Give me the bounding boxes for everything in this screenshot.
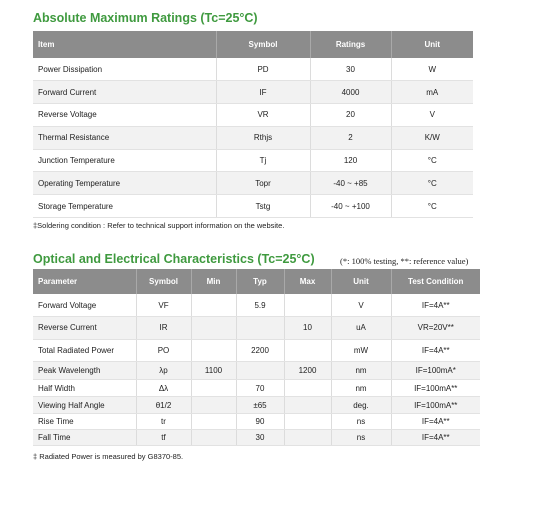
row-parameter: Rise Time <box>33 414 136 430</box>
row-max <box>284 380 331 397</box>
row-symbol: Rthjs <box>216 126 310 149</box>
row-item: Power Dissipation <box>33 58 216 81</box>
row-typ: ±65 <box>236 397 284 414</box>
table-row <box>33 294 480 317</box>
row-item: Junction Temperature <box>33 149 216 172</box>
row-unit: K/W <box>391 126 473 149</box>
row-symbol: PO <box>136 339 191 362</box>
column-header-unit: Unit <box>391 31 473 58</box>
row-min <box>191 414 236 430</box>
row-typ: 5.9 <box>236 294 284 317</box>
row-unit: nm <box>331 380 391 397</box>
row-parameter: Reverse Current <box>33 317 136 340</box>
row-ratings: 30 <box>310 58 391 81</box>
row-parameter: Fall Time <box>33 430 136 446</box>
row-item: Operating Temperature <box>33 172 216 195</box>
row-parameter: Half Width <box>33 380 136 397</box>
row-unit: ns <box>331 430 391 446</box>
column-header-unit: Unit <box>331 269 391 294</box>
row-symbol: VR <box>216 104 310 127</box>
row-symbol: Δλ <box>136 380 191 397</box>
table-row <box>33 149 473 172</box>
row-max <box>284 430 331 446</box>
row-unit: °C <box>391 195 473 218</box>
row-ratings: -40 ~ +85 <box>310 172 391 195</box>
row-test-condition: IF=4A** <box>391 294 480 317</box>
row-typ: 30 <box>236 430 284 446</box>
table-header-row <box>33 31 473 58</box>
column-header-ratings: Ratings <box>310 31 391 58</box>
row-min <box>191 317 236 340</box>
row-unit: nm <box>331 362 391 380</box>
row-symbol: PD <box>216 58 310 81</box>
table-row <box>33 414 480 430</box>
row-max <box>284 397 331 414</box>
row-item: Thermal Resistance <box>33 126 216 149</box>
row-unit: °C <box>391 149 473 172</box>
row-symbol: VF <box>136 294 191 317</box>
column-header-min: Min <box>191 269 236 294</box>
row-parameter: Total Radiated Power <box>33 339 136 362</box>
row-typ: 2200 <box>236 339 284 362</box>
row-min: 1100 <box>191 362 236 380</box>
row-symbol: tr <box>136 414 191 430</box>
row-symbol: Topr <box>216 172 310 195</box>
row-ratings: -40 ~ +100 <box>310 195 391 218</box>
absolute-ratings-table <box>33 31 473 218</box>
row-item: Storage Temperature <box>33 195 216 218</box>
table-row <box>33 317 480 340</box>
row-unit: W <box>391 58 473 81</box>
row-symbol: IF <box>216 81 310 104</box>
table-row <box>33 430 480 446</box>
row-typ: 90 <box>236 414 284 430</box>
row-min <box>191 397 236 414</box>
row-test-condition: VR=20V** <box>391 317 480 340</box>
row-unit: deg. <box>331 397 391 414</box>
row-unit: mW <box>331 339 391 362</box>
table-row <box>33 362 480 380</box>
row-test-condition: IF=100mA** <box>391 380 480 397</box>
row-ratings: 2 <box>310 126 391 149</box>
row-unit: ns <box>331 414 391 430</box>
row-unit: mA <box>391 81 473 104</box>
table-row <box>33 58 473 81</box>
row-test-condition: IF=100mA** <box>391 397 480 414</box>
row-unit: V <box>331 294 391 317</box>
table-row <box>33 339 480 362</box>
row-item: Forward Current <box>33 81 216 104</box>
soldering-footnote: ‡Soldering condition : Refer to technical support information on the website. <box>33 221 285 230</box>
row-min <box>191 380 236 397</box>
row-symbol: λp <box>136 362 191 380</box>
row-item: Reverse Voltage <box>33 104 216 127</box>
row-parameter: Viewing Half Angle <box>33 397 136 414</box>
row-max: 10 <box>284 317 331 340</box>
row-symbol: Tstg <box>216 195 310 218</box>
column-header-typ: Typ <box>236 269 284 294</box>
row-test-condition: IF=100mA* <box>391 362 480 380</box>
row-typ <box>236 362 284 380</box>
table-row <box>33 172 473 195</box>
row-max: 1200 <box>284 362 331 380</box>
column-header-parameter: Parameter <box>33 269 136 294</box>
row-parameter: Forward Voltage <box>33 294 136 317</box>
radiated-power-footnote: ‡ Radiated Power is measured by G8370-85. <box>33 452 184 461</box>
table-row <box>33 380 480 397</box>
row-test-condition: IF=4A** <box>391 430 480 446</box>
row-min <box>191 294 236 317</box>
testing-legend-note: (*: 100% testing, **: reference value) <box>340 256 469 266</box>
table-row <box>33 397 480 414</box>
row-test-condition: IF=4A** <box>391 414 480 430</box>
row-ratings: 4000 <box>310 81 391 104</box>
absolute-ratings-title: Absolute Maximum Ratings (Tc=25°C) <box>33 11 258 25</box>
row-symbol: tf <box>136 430 191 446</box>
row-typ <box>236 317 284 340</box>
column-header-symbol: Symbol <box>216 31 310 58</box>
column-header-symbol: Symbol <box>136 269 191 294</box>
table-row <box>33 126 473 149</box>
row-max <box>284 414 331 430</box>
row-max <box>284 294 331 317</box>
column-header-max: Max <box>284 269 331 294</box>
table-header-row <box>33 269 480 294</box>
row-symbol: θ1/2 <box>136 397 191 414</box>
row-typ: 70 <box>236 380 284 397</box>
row-symbol: Tj <box>216 149 310 172</box>
row-unit: °C <box>391 172 473 195</box>
row-min <box>191 339 236 362</box>
row-test-condition: IF=4A** <box>391 339 480 362</box>
optical-characteristics-title: Optical and Electrical Characteristics (Tc=25°C) <box>33 252 315 266</box>
row-symbol: IR <box>136 317 191 340</box>
row-unit: uA <box>331 317 391 340</box>
row-unit: V <box>391 104 473 127</box>
row-min <box>191 430 236 446</box>
row-ratings: 20 <box>310 104 391 127</box>
table-row <box>33 81 473 104</box>
column-header-test-condition: Test Condition <box>391 269 480 294</box>
table-row <box>33 195 473 218</box>
column-header-item: Item <box>33 31 216 58</box>
optical-characteristics-table <box>33 269 480 446</box>
table-row <box>33 104 473 127</box>
row-ratings: 120 <box>310 149 391 172</box>
row-max <box>284 339 331 362</box>
row-parameter: Peak Wavelength <box>33 362 136 380</box>
